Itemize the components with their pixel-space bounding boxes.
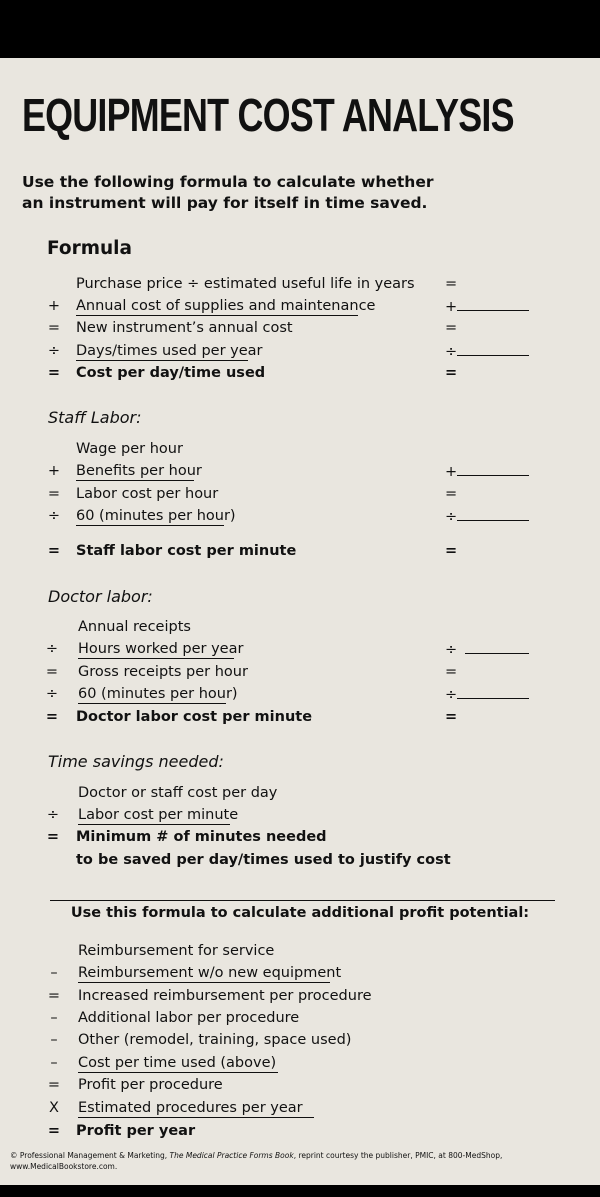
row-operator: + (47, 463, 61, 479)
row-label: to be saved per day/times used to justify cost (76, 852, 451, 868)
row-label: Gross receipts per hour (78, 664, 248, 680)
formula-row (0, 1010, 600, 1030)
row-label: Estimated procedures per year (78, 1100, 314, 1118)
formula-row (0, 709, 600, 729)
row-operator: = (47, 320, 61, 336)
formula-row (0, 543, 600, 563)
formula-row (0, 785, 600, 805)
intro-text (22, 172, 582, 214)
row-result: ÷ (445, 641, 529, 658)
row-operator: = (47, 365, 61, 381)
row-operator: = (46, 829, 60, 845)
row-result: + (445, 298, 529, 315)
answer-blank-line (457, 463, 529, 476)
row-label: Labor cost per hour (76, 486, 219, 502)
formula-row (0, 641, 600, 661)
doctor-labor-heading: Doctor labor: (48, 587, 153, 606)
staff-labor-heading: Staff Labor: (48, 408, 142, 427)
page-title: EQUIPMENT COST ANALYSIS (22, 89, 514, 141)
formula-row (0, 988, 600, 1008)
formula-row (0, 343, 600, 363)
row-result: = (445, 709, 458, 725)
row-result: = (445, 486, 458, 502)
row-label: Other (remodel, training, space used) (78, 1032, 352, 1048)
row-operator: – (50, 1032, 58, 1048)
formula-row (0, 807, 600, 827)
formula-heading: Formula (47, 238, 132, 259)
formula-row (0, 441, 600, 461)
answer-blank-line (457, 686, 529, 699)
row-operator: = (45, 709, 59, 725)
row-operator: = (47, 1123, 61, 1139)
row-operator: = (47, 543, 61, 559)
row-result: = (445, 664, 458, 680)
row-label: Labor cost per minute (78, 807, 239, 823)
row-result: ÷ (445, 508, 529, 525)
row-label: New instrument’s annual cost (76, 320, 293, 336)
row-label: Hours worked per year (78, 641, 244, 657)
profit-heading: Use this formula to calculate additional profit potential: (70, 905, 530, 921)
row-label: Reimbursement w/o new equipment (78, 965, 342, 981)
row-label: Annual cost of supplies and maintenance (76, 298, 376, 314)
row-label: Annual receipts (78, 619, 191, 635)
row-label: Profit per procedure (78, 1077, 223, 1093)
row-label: 60 (minutes per hour) (76, 508, 236, 524)
formula-row (0, 943, 600, 963)
row-operator: ÷ (46, 807, 60, 823)
row-operator: – (50, 965, 58, 981)
row-label: Purchase price ÷ estimated useful life in years (76, 276, 415, 292)
formula-row (0, 365, 600, 385)
formula-row (0, 686, 600, 706)
copyright-footer: © Professional Management & Marketing, The Medical Practice Forms Book, reprint courtesy the publisher, PMIC, at 800-MedShop, www.MedicalBookstore.com. (10, 1151, 503, 1171)
formula-row (0, 852, 600, 872)
row-label: Staff labor cost per minute (76, 543, 297, 559)
row-result: ÷ (445, 343, 529, 360)
formula-row (0, 664, 600, 684)
row-label: Doctor or staff cost per day (78, 785, 278, 801)
row-result: = (445, 543, 458, 559)
intro-line-1: Use the following formula to calculate whether (22, 173, 434, 191)
formula-row (0, 1055, 600, 1075)
row-label: Minimum # of minutes needed (76, 829, 327, 845)
answer-blank-line (457, 508, 529, 521)
formula-row (0, 1032, 600, 1052)
formula-row (0, 965, 600, 985)
section-divider (50, 900, 555, 901)
row-label: Doctor labor cost per minute (76, 709, 313, 725)
top-black-bar (0, 0, 600, 58)
formula-row (0, 829, 600, 849)
formula-row (0, 276, 600, 296)
row-label: Benefits per hour (76, 463, 202, 479)
formula-row (0, 486, 600, 506)
row-result: + (445, 463, 529, 480)
bottom-black-bar (0, 1185, 600, 1197)
row-operator: = (47, 988, 61, 1004)
answer-blank-line (457, 298, 529, 311)
row-result: = (445, 320, 458, 336)
row-operator: ÷ (47, 508, 61, 524)
row-label: Days/times used per year (76, 343, 263, 359)
row-label: Wage per hour (76, 441, 183, 457)
intro-line-2: an instrument will pay for itself in time saved. (22, 194, 428, 212)
row-label: 60 (minutes per hour) (78, 686, 238, 702)
row-result: = (445, 276, 458, 292)
formula-row (0, 508, 600, 528)
row-operator: = (47, 1077, 61, 1093)
row-label: Cost per day/time used (76, 365, 266, 381)
row-operator: = (47, 486, 61, 502)
row-result: = (445, 365, 458, 381)
formula-row (0, 1100, 600, 1120)
formula-row (0, 619, 600, 639)
row-label: Cost per time used (above) (78, 1055, 277, 1071)
row-operator: + (47, 298, 61, 314)
formula-row (0, 1077, 600, 1097)
answer-blank-line (457, 343, 529, 356)
row-label: Increased reimbursement per procedure (78, 988, 372, 1004)
row-operator: – (50, 1055, 58, 1071)
formula-row (0, 1123, 600, 1143)
row-operator: X (49, 1100, 59, 1116)
row-operator: ÷ (45, 641, 59, 657)
row-operator: = (45, 664, 59, 680)
row-operator: – (50, 1010, 58, 1026)
row-label: Reimbursement for service (78, 943, 275, 959)
answer-blank-line (465, 641, 529, 654)
row-operator: ÷ (47, 343, 61, 359)
formula-row (0, 298, 600, 318)
time-savings-heading: Time savings needed: (48, 752, 224, 771)
formula-row (0, 463, 600, 483)
row-label: Additional labor per procedure (78, 1010, 300, 1026)
row-operator: ÷ (45, 686, 59, 702)
row-result: ÷ (445, 686, 529, 703)
formula-row (0, 320, 600, 340)
row-label: Profit per year (76, 1123, 196, 1139)
